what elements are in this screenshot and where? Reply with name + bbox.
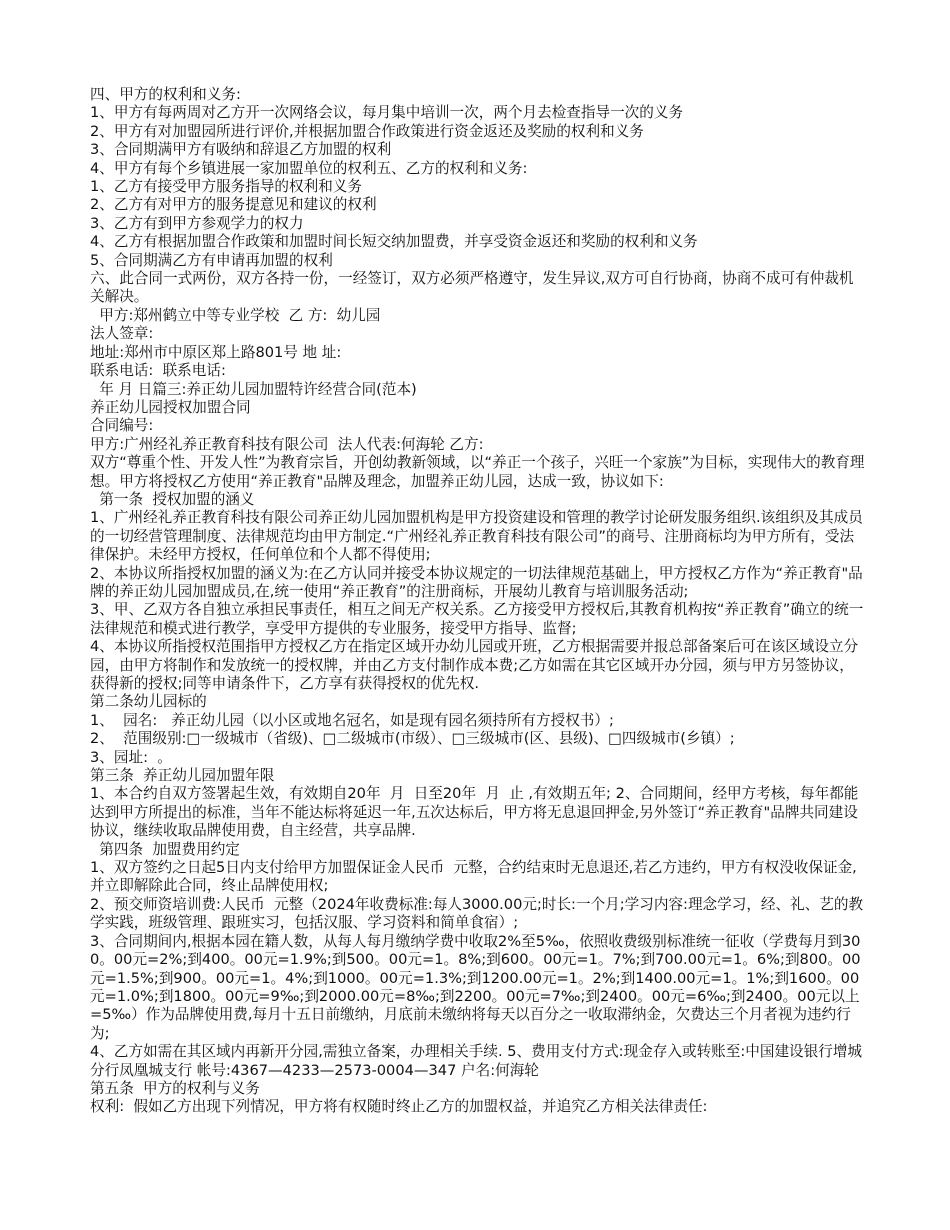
- address-line: 地址:郑州市中原区郑上路801号 地 址:: [90, 343, 342, 361]
- paragraph: 双方“尊重个性、开发人性”为教育宗旨，开创幼教新领域，以“养正一个孩子，兴旺一个家族”为目标，实现伟大的教育理想。甲方将授权乙方使用“养正教育"品牌及理念，加盟养正幼儿园，达成一致，协议如下:: [90, 454, 865, 490]
- signature-party-a: 甲方:郑州鹤立中等专业学校 乙 方: 幼儿园: [90, 306, 381, 324]
- paragraph: 1、本合约自双方签署起生效，有效期自20年 月 日至20年 月 止 ,有效期五年; 2、合同期间，经甲方考核，每年都能达到甲方所提出的标准，当年不能达标将延迟一年,五次达标后，甲方将无息退回押金,另外签订“养正教育"品牌共同建设协议，继续收取品牌使用费，自主经营，共享品牌.: [90, 785, 859, 840]
- paragraph: 1、乙方有接受甲方服务指导的权利和义务: [90, 178, 362, 196]
- paragraph: 2、 范围级别:□一级城市（省级)、□二级城市(市级）、□三级城市(区、县级)、□四级城市(乡镇）;: [90, 730, 735, 748]
- paragraph: 3、合同期满甲方有吸纳和辞退乙方加盟的权利: [90, 141, 392, 159]
- paragraph: 4、甲方有每个乡镇进展一家加盟单位的权利五、乙方的权利和义务:: [90, 159, 528, 177]
- article-1-title: 第一条 授权加盟的涵义: [90, 490, 255, 508]
- paragraph: 1、 园名: 养正幼儿园（以小区或地名冠名，如是现有园名须持所有方授权书）;: [90, 711, 614, 729]
- paragraph: 1、甲方有每两周对乙方开一次网络会议，每月集中培训一次，两个月去检查指导一次的义务: [90, 104, 684, 122]
- paragraph: 4、乙方有根据加盟合作政策和加盟时间长短交纳加盟费，并享受资金返还和奖励的权利和义务: [90, 233, 698, 251]
- paragraph-section-4-title: 四、甲方的权利和义务:: [90, 86, 241, 103]
- paragraph: 3、乙方有到甲方参观学力的权力: [90, 214, 304, 232]
- article-4-title: 第四条 加盟费用约定: [90, 840, 240, 858]
- paragraph: 3、园址: 。: [90, 748, 172, 766]
- article-5-title: 第五条 甲方的权利与义务: [90, 1079, 260, 1097]
- paragraph: 六、此合同一式两份，双方各持一份，一经签订，双方必须严格遵守，发生异议,双方可自行协商，协商不成可有仲裁机关解决。: [90, 270, 854, 306]
- paragraph: 3、合同期间内,根据本园在籍人数，从每人每月缴纳学费中收取2%至5‰，依照收费级别标准统一征收（学费每月到300。00元=2%;到400。00元=1.9%;到500。00元=1。8%;到600。00元=1。7%;到700.00元=1。6%;到800。00元=1.5%;到900。00元=1。4%;到1000。00元=1.3%;到1200.00元=1。2%;到1400.00元=1。1%;到1600。00元=1.0%;到1800。00元=9‰;到2000.00元=8‰;到2200。00元=7‰;到2400。00元=6‰;到2400。00元以上=5‰）作为品牌使用费,每月十五日前缴纳，月底前未缴纳将每天以百分之一收取滞纳金，欠费达三个月者视为违约行为;: [90, 932, 861, 1042]
- contract-number: 合同编号:: [90, 417, 154, 435]
- paragraph: 1、双方签约之日起5日内支付给甲方加盟保证金人民币 元整，合约结束时无息退还,若乙方违约，甲方有权没收保证金,并立即解除此合同，终止品牌使用权;: [90, 859, 857, 895]
- paragraph: 3、甲、乙双方各自独立承担民事责任，相互之间无产权关系。乙方接受甲方授权后,其教育机构按“养正教育”确立的统一法律规范和模式进行教学，享受甲方提供的专业服务，接受甲方指导、监督;: [90, 601, 864, 637]
- contract-title: 养正幼儿园授权加盟合同: [90, 398, 251, 416]
- phone-line: 联系电话: 联系电话:: [90, 362, 226, 380]
- article-3-title: 第三条 养正幼儿园加盟年限: [90, 767, 275, 785]
- paragraph: 1、广州经礼养正教育科技有限公司养正幼儿园加盟机构是甲方投资建设和管理的教学讨论研发服务组织.该组织及其成员的一切经营管理制度、法律规范均由甲方制定.“广州经礼养正教育科技有限公司”的商号、注册商标均为甲方所有，受法律保护。未经甲方授权，任何单位和个人都不得使用;: [90, 509, 863, 564]
- paragraph: 4、乙方如需在其区域内再新开分园,需独立备案，办理相关手续. 5、费用支付方式:现金存入或转账至:中国建设银行增城分行凤凰城支行 帐号:4367—4233—2573-0004—347 户名:何海轮: [90, 1043, 863, 1079]
- date-line: 年 月 日篇三:养正幼儿园加盟特许经营合同(范本): [90, 380, 417, 398]
- document-page: [90, 86, 865, 1117]
- paragraph: 2、甲方有对加盟园所进行评价,并根据加盟合作政策进行资金返还及奖励的权利和义务: [90, 122, 644, 140]
- paragraph: 2、预交师资培训费:人民币 元整（2024年收费标准:每人3000.00元;时长:一个月;学习内容:理念学习，经、礼、艺的教学实践，班级管理、跟班实习，包括汉服、学习资料和简单食宿）;: [90, 895, 864, 932]
- paragraph: 5、合同期满乙方有申请再加盟的权利: [90, 251, 333, 269]
- paragraph: 2、乙方有对甲方的服务提意见和建议的权利: [90, 196, 377, 214]
- paragraph: 2、本协议所指授权加盟的涵义为:在乙方认同并接受本协议规定的一切法律规范基础上，甲方授权乙方作为“养正教育"品牌的养正幼儿园加盟成员,在,统一使用“养正教育”的注册商标，开展幼儿教育与培训服务活动;: [90, 564, 863, 600]
- paragraph: 4、本协议所指授权范围指甲方授权乙方在指定区域开办幼儿园或开班，乙方根据需要并报总部备案后可在该区域设立分园，由甲方将制作和发放统一的授权牌，并由乙方支付制作成本费;乙方如需在其它区域开办分园，须与甲方另签协议，获得新的授权;同等申请条件下，乙方享有获得授权的优先权.: [90, 638, 859, 692]
- paragraph: 权利: 假如乙方出现下列情况，甲方将有权随时终止乙方的加盟权益，并追究乙方相关法律责任:: [90, 1098, 708, 1116]
- article-2-title: 第二条幼儿园标的: [90, 693, 207, 711]
- parties-line: 甲方:广州经礼养正教育科技有限公司 法人代表:何海轮 乙方:: [90, 435, 484, 453]
- signature-seal: 法人签章:: [90, 325, 154, 343]
